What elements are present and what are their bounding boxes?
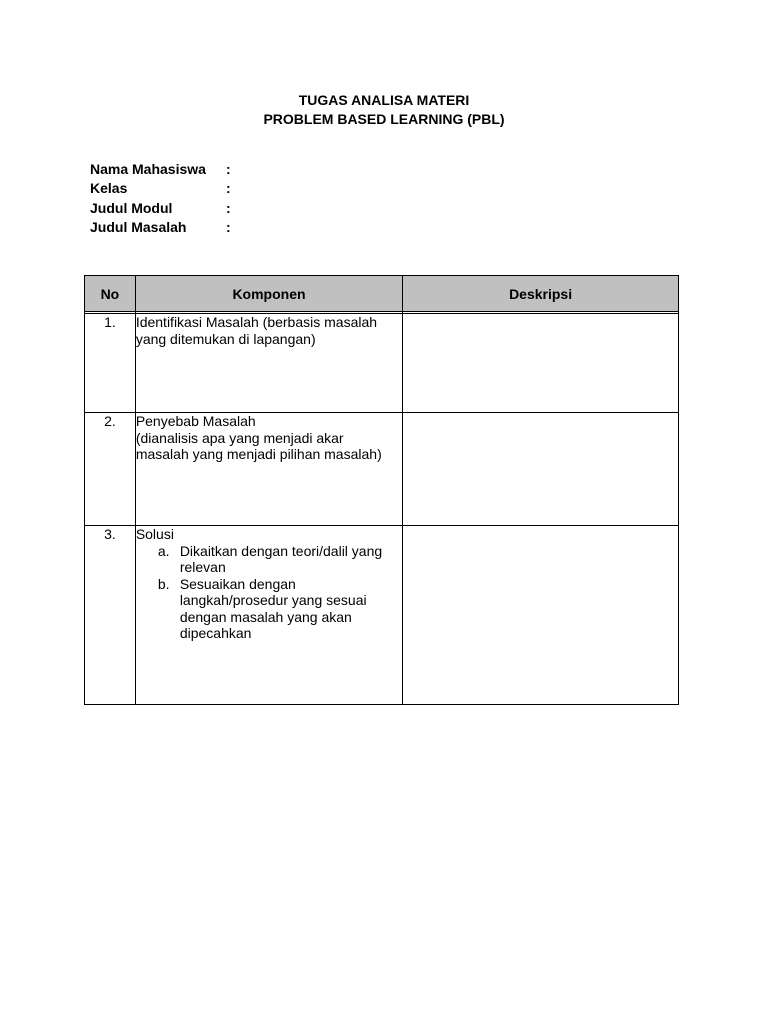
info-row-nama-mahasiswa bbox=[90, 160, 231, 179]
komponen-text: yang ditemukan di lapangan) bbox=[135, 330, 316, 347]
list-marker: b. bbox=[157, 575, 170, 592]
document-title bbox=[0, 91, 768, 129]
table-row bbox=[85, 413, 679, 526]
info-colon: : bbox=[226, 161, 231, 177]
komponen-text: (dianalisis apa yang menjadi akar bbox=[135, 429, 344, 446]
table-row bbox=[85, 314, 679, 413]
list-item-line: dengan masalah yang akan bbox=[179, 608, 352, 625]
info-colon: : bbox=[226, 218, 231, 235]
row-number: 2. bbox=[85, 413, 136, 526]
student-info-block bbox=[90, 160, 231, 237]
info-colon: : bbox=[226, 180, 231, 197]
list-item-line: relevan bbox=[179, 559, 226, 575]
deskripsi-cell[interactable] bbox=[403, 526, 679, 705]
table-header-row bbox=[85, 276, 679, 312]
title-line-1: TUGAS ANALISA MATERI bbox=[298, 92, 470, 108]
info-colon: : bbox=[226, 199, 231, 216]
info-label: Judul Modul bbox=[90, 199, 173, 216]
komponen-text: masalah yang menjadi pilihan masalah) bbox=[135, 446, 382, 462]
komponen-text: Solusi bbox=[135, 526, 174, 542]
komponen-cell bbox=[135, 413, 402, 526]
analysis-table bbox=[84, 275, 679, 705]
row-number: 1. bbox=[85, 314, 136, 413]
list-item-text bbox=[180, 576, 402, 642]
list-item-line: Sesuaikan dengan bbox=[179, 575, 296, 592]
solusi-sub-list bbox=[136, 543, 402, 642]
deskripsi-cell[interactable] bbox=[403, 314, 679, 413]
info-row-judul-modul bbox=[90, 199, 231, 218]
table-row bbox=[85, 526, 679, 705]
info-row-kelas bbox=[90, 179, 231, 198]
komponen-text: Penyebab Masalah bbox=[135, 413, 256, 429]
deskripsi-cell[interactable] bbox=[403, 413, 679, 526]
list-item-text bbox=[180, 543, 402, 576]
list-marker: a. bbox=[157, 542, 170, 559]
list-item bbox=[136, 576, 402, 642]
info-label: Judul Masalah bbox=[90, 218, 187, 235]
komponen-text: Identifikasi Masalah (berbasis masalah bbox=[135, 314, 378, 330]
komponen-cell bbox=[135, 314, 402, 413]
list-item-line: dipecahkan bbox=[179, 625, 252, 641]
info-label: Nama Mahasiswa bbox=[90, 161, 206, 177]
info-row-judul-masalah bbox=[90, 218, 231, 237]
row-number: 3. bbox=[85, 526, 136, 705]
header-no: No bbox=[85, 276, 136, 312]
list-item bbox=[136, 543, 402, 576]
header-komponen: Komponen bbox=[135, 276, 402, 312]
list-item-line: Dikaitkan dengan teori/dalil yang bbox=[179, 542, 383, 559]
komponen-cell bbox=[135, 526, 402, 705]
info-label: Kelas bbox=[90, 180, 128, 197]
header-deskripsi: Deskripsi bbox=[403, 276, 679, 312]
title-line-2: PROBLEM BASED LEARNING (PBL) bbox=[263, 111, 505, 127]
list-item-line: langkah/prosedur yang sesuai bbox=[179, 592, 367, 608]
